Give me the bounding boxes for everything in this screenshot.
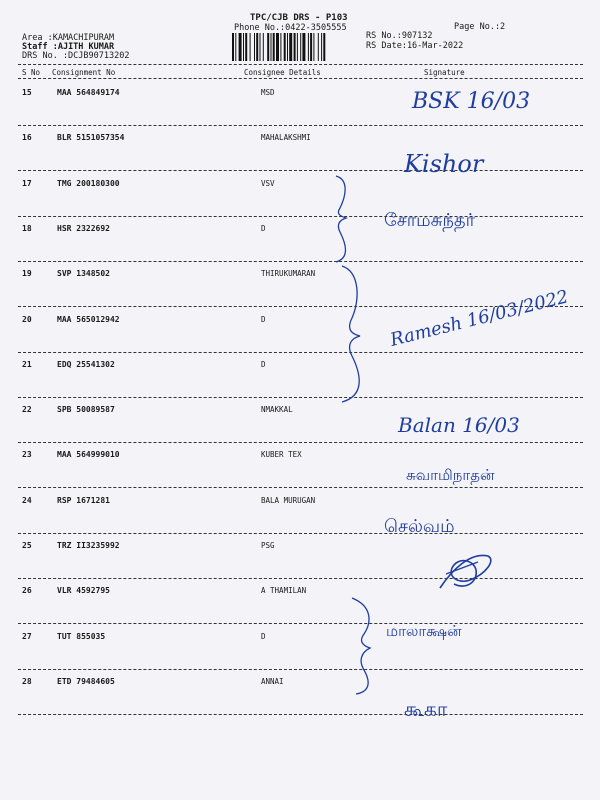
row-sno: 17	[22, 179, 32, 188]
staff-label: Staff :	[22, 42, 58, 52]
area-label: Area :KAMACHIPURAM	[22, 33, 115, 43]
row-sno: 18	[22, 224, 32, 233]
page-number: Page No.:2	[454, 22, 506, 32]
col-signature: Signature	[424, 68, 465, 77]
brace-26-27	[352, 598, 370, 694]
signature-22	[397, 413, 520, 437]
row-sno: 24	[22, 496, 32, 505]
row-consignment-no: EDQ 25541302	[57, 360, 115, 369]
svg-text:சுவாமிநாதன்: சுவாமிநாதன்	[406, 466, 495, 484]
row-sno: 16	[22, 133, 32, 142]
row-consignment-no: TMG 200180300	[57, 179, 120, 188]
signature-25-scribble	[440, 555, 491, 588]
svg-text:Kishor: Kishor	[404, 150, 484, 178]
row-consignee: MSD	[261, 88, 275, 97]
row-consignment-no: SPB 50089587	[57, 405, 115, 414]
svg-text:மாலாக்ஷன்: மாலாக்ஷன்	[386, 622, 462, 640]
signature-17-18	[336, 176, 476, 262]
row-consignment-no: MAA 564999010	[57, 450, 120, 459]
staff-name: AJITH KUMAR	[57, 42, 115, 52]
row-sno: 22	[22, 405, 32, 414]
row-sno: 19	[22, 269, 32, 278]
row-consignment-no: BLR 5151057354	[57, 133, 125, 142]
row-sno: 27	[22, 632, 32, 641]
drs-number: DRS No. :DCJB90713202	[22, 51, 130, 61]
signature-15	[411, 89, 530, 114]
row-consignee: MAHALAKSHMI	[261, 133, 311, 142]
svg-text:சோமசுந்தர்: சோமசுந்தர்	[384, 210, 476, 231]
brace-19-21	[342, 266, 360, 402]
svg-text:செல்வம்: செல்வம்	[384, 516, 455, 537]
rs-number: RS No.:907132	[366, 31, 433, 41]
phone-number: Phone No.:0422-3505555	[234, 23, 347, 33]
row-consignee: NMAKKAL	[261, 405, 293, 414]
signature-23	[406, 466, 495, 484]
document-title: TPC/CJB DRS - P103	[250, 13, 348, 23]
row-sno: 20	[22, 315, 32, 324]
row-consignment-no: HSR 2322692	[57, 224, 110, 233]
row-consignment-no: MAA 565012942	[57, 315, 120, 324]
brace-17-18	[336, 176, 346, 262]
rs-date: RS Date:16-Mar-2022	[366, 41, 464, 51]
row-consignment-no: TUT 855035	[57, 632, 106, 641]
svg-text:BSK 16/03: BSK 16/03	[412, 89, 531, 114]
row-consignee: D	[261, 224, 266, 233]
row-sno: 26	[22, 586, 32, 595]
signature-28	[404, 697, 448, 721]
svg-text:கூகா: கூகா	[404, 697, 448, 721]
signature-26-27	[352, 598, 462, 694]
row-consignment-no: SVP 1348502	[57, 269, 110, 278]
row-consignee: KUBER TEX	[261, 450, 302, 459]
row-consignment-no: MAA 564849174	[57, 88, 120, 97]
row-consignee: VSV	[261, 179, 275, 188]
row-consignee: THIRUKUMARAN	[261, 269, 316, 278]
svg-text:Ramesh 16/03/2022: Ramesh 16/03/2022	[388, 286, 571, 351]
row-sno: 23	[22, 450, 32, 459]
row-consignee: PSG	[261, 541, 275, 550]
row-sno: 21	[22, 360, 32, 369]
signature-19-21	[342, 266, 571, 402]
row-consignee: ANNAI	[261, 677, 284, 686]
col-consignee: Consignee Details	[244, 68, 321, 77]
row-consignment-no: TRZ II3235992	[57, 541, 120, 550]
row-consignee: D	[261, 632, 266, 641]
row-sno: 28	[22, 677, 32, 686]
row-sno: 15	[22, 88, 32, 97]
row-consignment-no: VLR 4592795	[57, 586, 110, 595]
signature-16	[403, 150, 485, 178]
row-consignment-no: RSP 1671281	[57, 496, 110, 505]
row-sno: 25	[22, 541, 32, 550]
col-consignment: Consignment No	[52, 68, 116, 77]
row-consignee: A THAMILAN	[261, 586, 307, 595]
signature-24	[384, 516, 455, 537]
row-consignee: D	[261, 315, 266, 324]
col-sno: S No	[22, 68, 41, 77]
row-consignee: BALA MURUGAN	[261, 496, 316, 505]
svg-text:Balan 16/03: Balan 16/03	[398, 413, 520, 437]
row-consignment-no: ETD 79484605	[57, 677, 115, 686]
row-consignee: D	[261, 360, 266, 369]
